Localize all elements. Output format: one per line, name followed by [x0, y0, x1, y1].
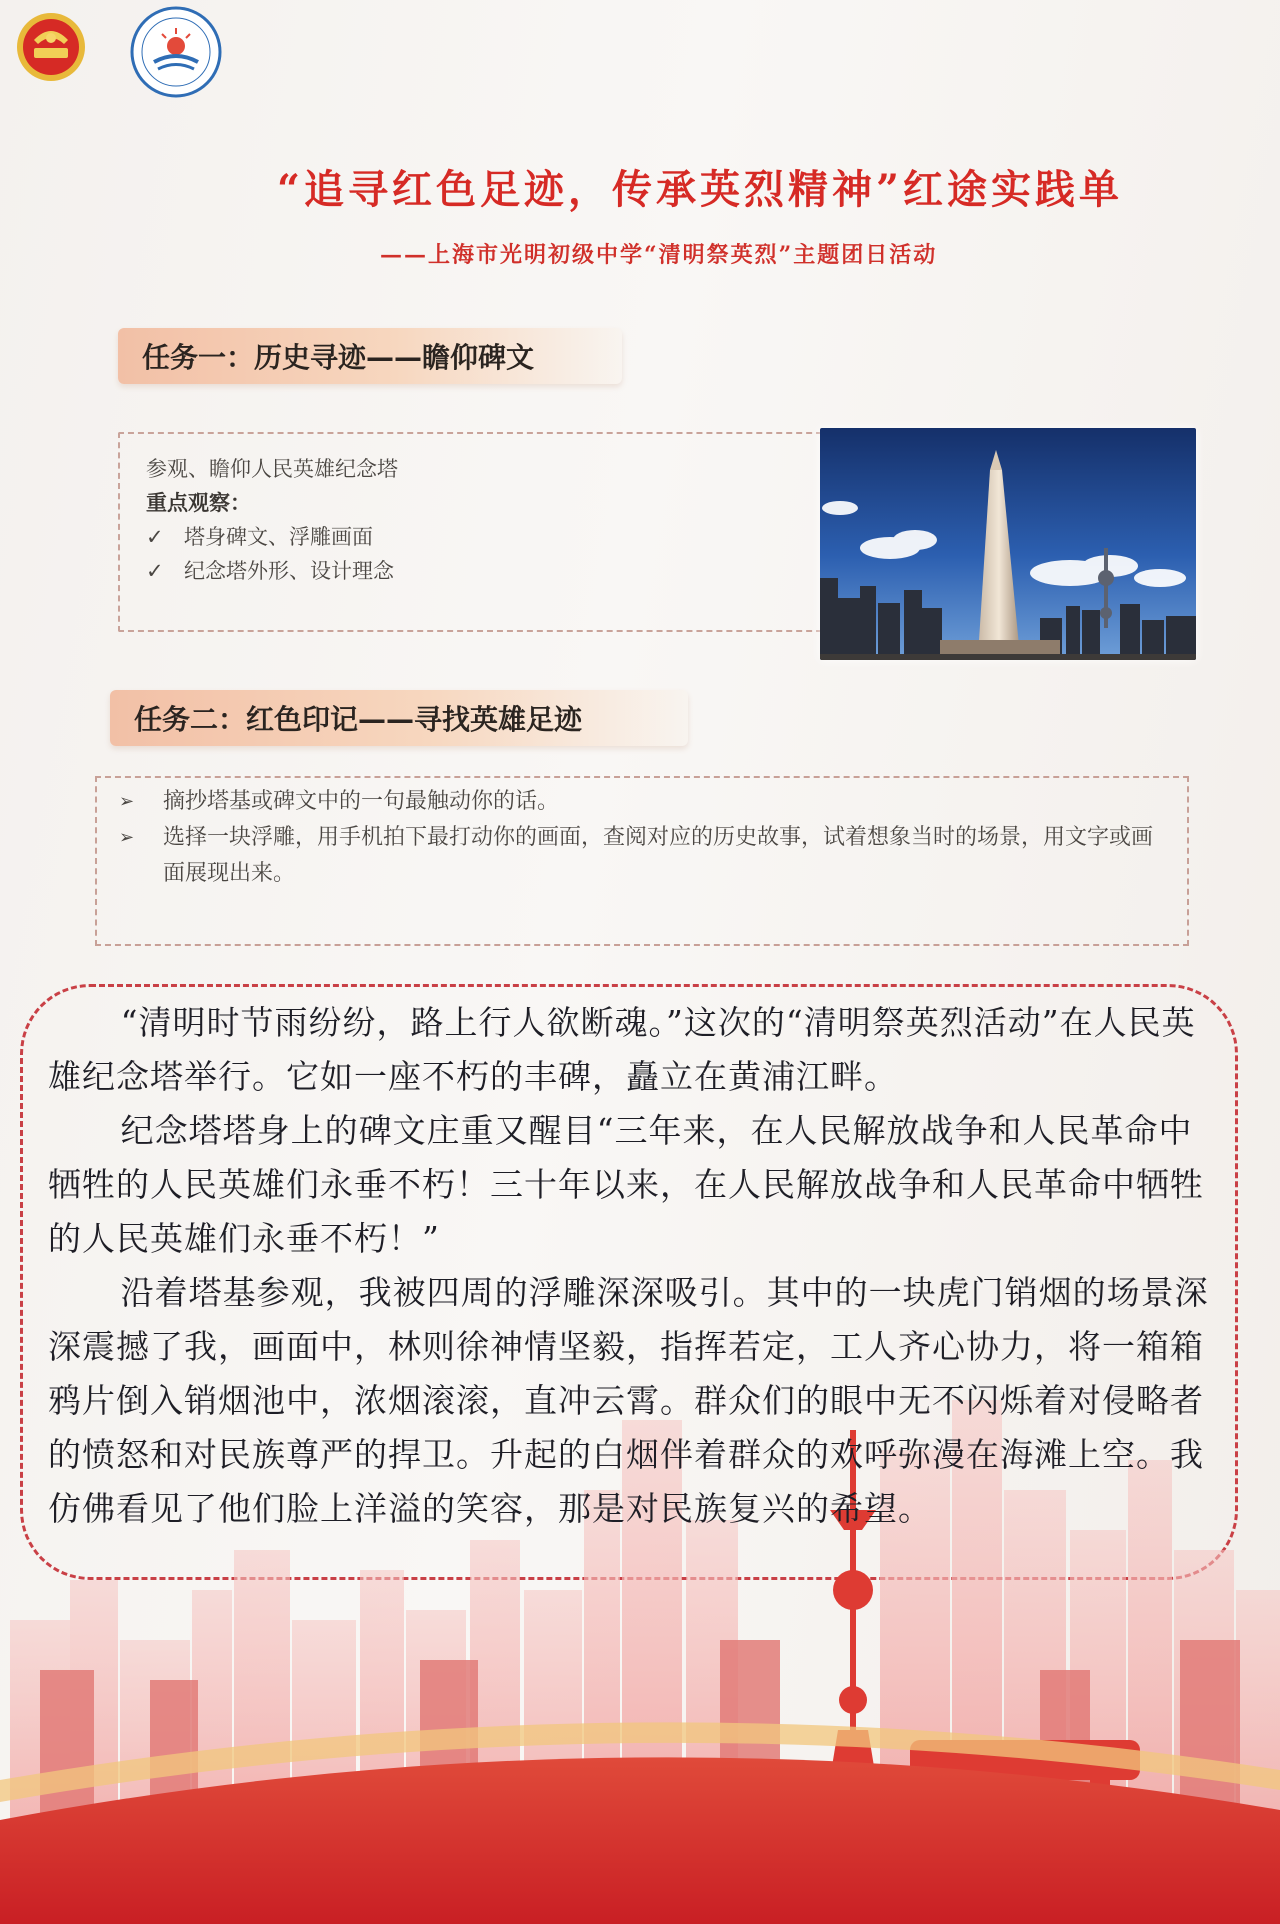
- task1-focus-label: 重点观察：: [146, 490, 251, 515]
- task1-item-text: 纪念塔外形、设计理念: [184, 559, 394, 583]
- task1-item-text: 塔身碑文、浮雕画面: [184, 525, 373, 549]
- task1-item: [146, 554, 398, 588]
- task2-box: [95, 776, 1189, 946]
- task1-box: [118, 432, 862, 632]
- monument-photo: [820, 428, 1196, 660]
- school-logo-icon: [130, 6, 222, 98]
- handwritten-essay: [48, 996, 1218, 1536]
- task2-item: [119, 784, 1165, 820]
- check-icon: ✓: [146, 525, 164, 549]
- task2-heading: 任务二：红色印记——寻找英雄足迹: [110, 690, 688, 746]
- check-icon: ✓: [146, 559, 164, 583]
- youth-league-emblem-icon: [14, 10, 88, 84]
- handwritten-paragraph: “清明时节雨纷纷，路上行人欲断魂。”这次的“清明祭英烈活动”在人民英雄纪念塔举行。它如一座不朽的丰碑，矗立在黄浦江畔。: [48, 1003, 1196, 1096]
- task1-heading: 任务一：历史寻迹——瞻仰碑文: [118, 328, 622, 384]
- page-title: “追寻红色足迹，传承英烈精神”红途实践单: [276, 166, 1123, 213]
- handwritten-paragraph: 纪念塔塔身上的碑文庄重又醒目“三年来，在人民解放战争和人民革命中牺牲的人民英雄们永垂不朽！三十年以来，在人民解放战争和人民革命中牺牲的人民英雄们永垂不朽！”: [48, 1111, 1204, 1258]
- task1-item: [146, 520, 398, 554]
- task2-item-text: 选择一块浮雕，用手机拍下最打动你的画面，查阅对应的历史故事，试着想象当时的场景，用文字或画面展现出来。: [163, 825, 1154, 886]
- task2-item-text: 摘抄塔基或碑文中的一句最触动你的话。: [163, 789, 560, 814]
- task1-intro: 参观、瞻仰人民英雄纪念塔: [146, 457, 398, 481]
- arrow-bullet-icon: ➢: [119, 827, 135, 848]
- handwritten-paragraph: 沿着塔基参观，我被四周的浮雕深深吸引。其中的一块虎门销烟的场景深深震撼了我，画面中，林则徐神情坚毅，指挥若定，工人齐心协力，将一箱箱鸦片倒入销烟池中，浓烟滚滚，直冲云霄。群众们的眼中无不闪烁着对侵略者的愤怒和对民族尊严的捍卫。升起的白烟伴着群众的欢呼弥漫在海滩上空。我仿佛看见了他们脸上洋溢的笑容，那是对民族复兴的希望。: [48, 1273, 1209, 1528]
- page-subtitle: ——上海市光明初级中学“清明祭英烈”主题团日活动: [380, 242, 938, 268]
- task2-item: [119, 820, 1165, 892]
- arrow-bullet-icon: ➢: [119, 791, 135, 812]
